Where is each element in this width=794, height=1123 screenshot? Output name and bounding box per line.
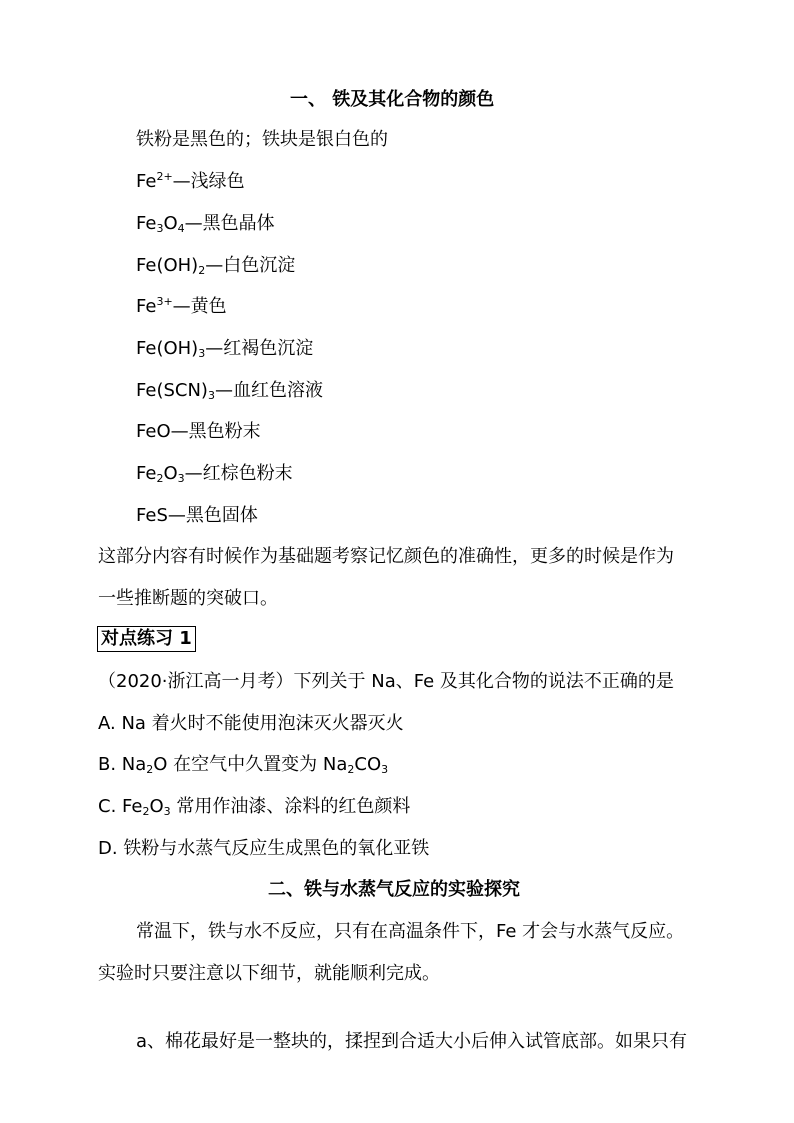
formula: FeS [136, 505, 168, 526]
para1-line-2: 实验时只要注意以下细节，就能顺利完成。 [98, 963, 440, 984]
subscript: 2 [146, 763, 154, 776]
description: —白色沉淀 [205, 255, 296, 276]
list-item-feoh2 [136, 254, 295, 278]
list-item-fe2plus [136, 170, 245, 194]
option-text: CO [354, 754, 382, 775]
intro-line: 铁粉是黑色的；铁块是银白色的 [136, 129, 388, 150]
option-text: O [149, 796, 164, 817]
formula-mid: O [163, 213, 178, 234]
description: —黑色固体 [167, 505, 258, 526]
formula: Fe(OH) [136, 255, 199, 276]
formula: Fe [136, 463, 157, 484]
subscript: 2 [142, 805, 150, 818]
list-item-fe3o4 [136, 212, 275, 236]
option-c [98, 795, 410, 819]
subscript: 2 [347, 763, 355, 776]
note-line-1: 这部分内容有时候作为基础题考察记忆颜色的准确性，更多的时候是作为 [98, 546, 674, 567]
formula: Fe(OH) [136, 338, 199, 359]
description: —黑色晶体 [184, 213, 275, 234]
option-prefix: D. [98, 838, 124, 859]
subscript: 3 [207, 389, 215, 402]
formula: Fe(SCN) [136, 380, 208, 401]
section-2-title: 二、铁与水蒸气反应的实验探究 [268, 879, 520, 900]
list-item-fe3plus [136, 295, 227, 319]
list-item-fes [136, 504, 258, 528]
formula-mid: O [163, 463, 178, 484]
practice-label: 对点练习 1 [97, 626, 196, 652]
list-item-fe2o3 [136, 462, 293, 486]
option-text: 铁粉与水蒸气反应生成黑色的氧化亚铁 [123, 838, 430, 859]
subscript: 3 [381, 763, 389, 776]
option-prefix: B. [98, 754, 122, 775]
option-text: Fe [122, 796, 143, 817]
description: —红褐色沉淀 [205, 338, 314, 359]
option-text: 常用作油漆、涂料的红色颜料 [170, 796, 411, 817]
superscript: 2+ [156, 170, 173, 183]
formula: Fe [136, 213, 157, 234]
description: —黄色 [172, 296, 227, 317]
option-a [98, 712, 404, 736]
para1-line-1: 常温下，铁与水不反应，只有在高温条件下，Fe 才会与水蒸气反应。 [136, 921, 685, 942]
subscript: 2 [198, 264, 206, 277]
option-prefix: C. [98, 796, 123, 817]
formula: Fe [136, 296, 157, 317]
subscript: 4 [177, 222, 185, 235]
subscript: 3 [198, 347, 206, 360]
description: —浅绿色 [172, 171, 245, 192]
list-item-fescn3 [136, 379, 323, 403]
subscript: 3 [156, 222, 164, 235]
subscript: 2 [156, 472, 164, 485]
subscript: 3 [163, 805, 171, 818]
option-b [98, 753, 388, 777]
formula: FeO [136, 421, 171, 442]
practice-question: （2020·浙江高一月考）下列关于 Na、Fe 及其化合物的说法不正确的是 [98, 671, 674, 692]
option-text: Na 着火时不能使用泡沫灭火器灭火 [121, 713, 404, 734]
note-line-2: 一些推断题的突破口。 [98, 588, 278, 609]
option-text: Na [121, 754, 147, 775]
subscript: 3 [177, 472, 185, 485]
list-item-feoh3 [136, 337, 313, 361]
description: —红棕色粉末 [184, 463, 293, 484]
list-item-feo [136, 420, 261, 444]
section-1-title: 一、 铁及其化合物的颜色 [290, 89, 495, 110]
option-prefix: A. [98, 713, 122, 734]
description: —血红色溶液 [214, 380, 323, 401]
option-text: O 在空气中久置变为 Na [153, 754, 348, 775]
formula: Fe [136, 171, 157, 192]
para2-line-1: a、棉花最好是一整块的，揉捏到合适大小后伸入试管底部。如果只有 [136, 1031, 688, 1052]
option-d [98, 837, 429, 861]
superscript: 3+ [156, 295, 173, 308]
description: —黑色粉末 [170, 421, 261, 442]
